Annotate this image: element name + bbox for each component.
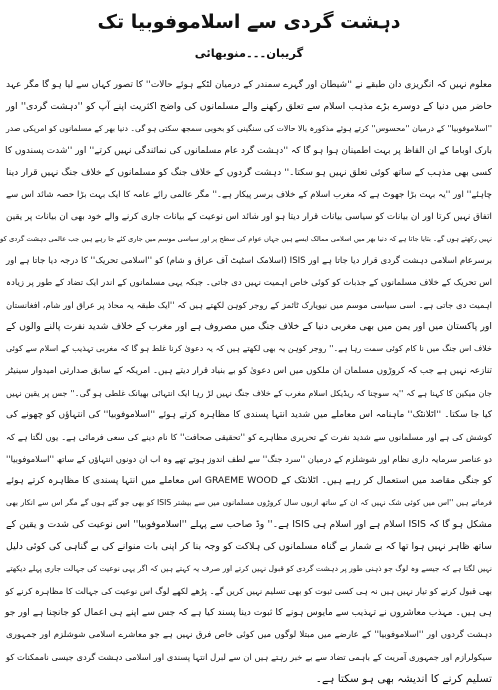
article-line: دہشت گردوں اور ''اسلاموفوبیا'' کے عارضے میں مبتلا لوگوں میں کوئی خاص فرق نہیں ہے جو معاشرے اسلامی شوشلزم اور جمہوری bbox=[6, 630, 492, 640]
article-line: ہی ہیں۔ مہذب معاشروں نے تہذیب سے مایوس ہونے کا ثبوت دینا پسند کیا ہے کہ جس سے اپنے ہی اعمال کو جانچنا ہے اور جو bbox=[5, 607, 492, 618]
article-line: دو عناصر سرمایہ داری نظام اور شوشلزم کے درمیان ''سرد جنگ'' سے لطف اندوز ہوتے تھے وہ اب ان دونوں انتہاؤں کے ساتھ ''اسلاموفوبیا'' bbox=[6, 454, 492, 464]
article-line: چاہئے'' اور ''یہ بہت بڑا جھوٹ ہے کہ مغرب اسلام کے خلاف برسر پیکار ہے۔'' مگر عالمی رائے عامہ کا ایک بہت بڑا حصہ شائد اس سے bbox=[6, 190, 492, 200]
article-line: برسرعام اسلامی دہشت گردی قرار دیا جاتا ہے اور ISIS (اسلامک اسٹیٹ آف عراق و شام) کو ''اسلامی تحریک'' کا درجہ دیا جاتا ہے اور bbox=[6, 256, 492, 266]
article-line: حاضر میں دنیا کے دوسرے بڑے مذہب اسلام سے تعلق رکھنے والے مسلمانوں کی واضح اکثریت اپنے آپ کو ''دہشت گردی'' اور bbox=[6, 101, 492, 112]
article-headline: دہشت گردی سے اسلاموفوبیا تک bbox=[97, 11, 401, 33]
article-line: تنازعہ نہیں ہے جب کہ کروڑوں مسلمان ان ملکوں میں اس دعویٰ کو بے بنیاد قرار دیتے ہیں۔ امریکہ کے سابق صدارتی امیدوار سینیٹر bbox=[5, 366, 492, 376]
article-line: جان میکین کا کہنا ہے کہ ''یہ سوچنا کہ ریڈیکل اسلام مغرب کے خلاف جنگ نہیں لڑ رہا ایک انتہائی بھیانک غلطی ہو گی۔'' جس پر یقین نہیں bbox=[6, 388, 492, 398]
article-body bbox=[0, 74, 493, 685]
article-line: خلاف اس جنگ میں نا کام کوئی سمت رہا ہے۔'' روجر کوہن یہ بھی لکھتے ہیں کہ یہ دعویٰ کرنا غلط ہو گا کہ مغربی تہذیب کے اسلام سے کوئی bbox=[6, 344, 492, 353]
article-line: بارک اوباما کے ان الفاظ پر بہت اطمینان ہوا ہو گا کہ ''دہشت گرد عام مسلمانوں کی نمائندگی نہیں کرتے'' اور ''شدت پسندوں کا bbox=[4, 146, 492, 156]
article-line: اس تحریک کے خلاف مسلمانوں کے جذبات کو کوئی خاص اہمیت نہیں دی جاتی۔ جبکہ یہی مسلمانوں کے اندر ایک تضاد کے طور پر زیادہ bbox=[6, 278, 492, 288]
article-byline: گریبان۔۔۔منوبھائی bbox=[194, 46, 304, 60]
article-line: کیا جا سکتا۔ ''اٹلانٹک'' ماہنامہ اس معاملے میں شدید انتہا پسندی کا مظاہرہ کرتے ہوئے ''اسلاموفوبیا'' کی انتہاؤں کو چھونے کی bbox=[6, 410, 492, 420]
article-line: فرماتے ہیں ''اس میں کوئی شک نہیں کہ ان کے ساتھ اربوں سال کروڑوں مسلمانوں میں سے بیشتر ISIS کو بھی جو گئے ہوں گے مگر اس سے انکار بھی bbox=[6, 498, 492, 507]
article-line: سیکولرازم اور جمہوری آمریت کے باہمی تضاد سے بے خبر رہتے ہیں ان سے لبرل انتہا پسندی اور اسلامی دہشت گردی جیسی ناممکنات کو bbox=[6, 652, 492, 662]
article-line: مشکل ہو گا کہ ISIS اسلام ہے اور اسلام ہی ISIS ہے۔'' وڈ صاحب سے پہلے ''اسلاموفوبیا'' اس نوعیت کی شدت و یقین کے bbox=[6, 519, 492, 530]
article-line: نہیں لگتا ہے کہ جیسے وہ لوگ جو ذہنی طور پر دہشت گردی کو قبول نہیں کرتے اور صرف یہ کہتے ہیں کہ اگر یہی نوعیت کی جہالت جاری پہلے دیکھتے bbox=[6, 564, 492, 573]
article-line: نہیں رکھتے ہوں گے۔ بتایا جاتا ہے کہ دنیا بھر میں اسلامی ممالک ایسے ہیں جہاں عوام کی سطح پر اور سیاسی موسم میں جاری کئے جا رہے ہیں جب عالمی دہشت گردی کو bbox=[0, 235, 492, 243]
article-line: ''اسلاموفوبیا'' کے درمیان ''محسوس'' کرتے ہوئے مذکورہ بالا حالات کی سنگینی کو بخوبی سمجھ سکتی ہو گی۔ دنیا بھر کے مسلمانوں کو امریکی صدر bbox=[5, 124, 492, 133]
article-line: ساتھ ظاہر نہیں ہوا تھا کہ بے شمار بے گناہ مسلمانوں کی ہلاکت کو وجہ بنا کر اپنی بات منوانے کی بے گناہی کی کوئی دلیل bbox=[6, 541, 492, 552]
article-line: معلوم نہیں کہ انگریزی دان طبقے نے ''شیطان اور گہرے سمندر کے درمیان لٹکے ہوئے حالات'' کا تصور کہاں سے لیا ہو گا مگر عہد bbox=[6, 80, 492, 90]
article-line: کو جنگی مقاصد میں استعمال کر رہے ہیں۔ اٹلانٹک کے GRAEME WOOD اس معاملے میں انتہا پسندی کا مظاہرہ کرتے ہوئے bbox=[6, 475, 493, 486]
article-line: اہمیت دی جاتی ہے۔ اسی سیاسی موسم میں نیویارک ٹائمز کے روجر کوہن لکھتے ہیں کہ ''ایک طبقہ یہ محاذ پر عراق اور شام، افغانستان bbox=[6, 300, 492, 310]
article-line: تسلیم کرنے کا اندیشہ بھی ہو سکتا ہے۔ bbox=[315, 673, 492, 685]
article-line: کوشش کی ہے اور مسلمانوں سے شدید نفرت کے تحریری مظاہرے کو ''تحقیقی صحافت'' کا نام دینے کی سعی فرمائی ہے۔ یوں لگتا ہے کہ bbox=[6, 432, 492, 442]
article-line: کسی بھی مذہب کے ساتھ کوئی تعلق نہیں ہو سکتا۔'' دہشت گردوں کے خلاف جنگ کو مسلمانوں کے خلاف جنگ نہیں قرار دینا bbox=[6, 167, 492, 178]
article-line: بھی قبول کرنے کو تیار نہیں ہیں نہ ہی کسی ثبوت کو بھی تسلیم نہیں کریں گے۔ پڑھے لکھے لوگ اس نوعیت کی جہالت کا مظاہرہ کرنے کو bbox=[5, 586, 492, 596]
article-line: اتفاق نہیں کرتا اور ان بیانات کو سیاسی بیانات قرار دیتا ہو اور شائد اس نوعیت کے بیانات جاری کرنے والے خود بھی ان بیانات پر یقین bbox=[6, 212, 492, 222]
article-line: اور پاکستان میں اور یمن میں بھی مغربی دنیا کے خلاف جنگ میں مصروف ہے اور مغرب کے خلاف شدید نفرت پالنے والوں کے bbox=[6, 321, 492, 332]
